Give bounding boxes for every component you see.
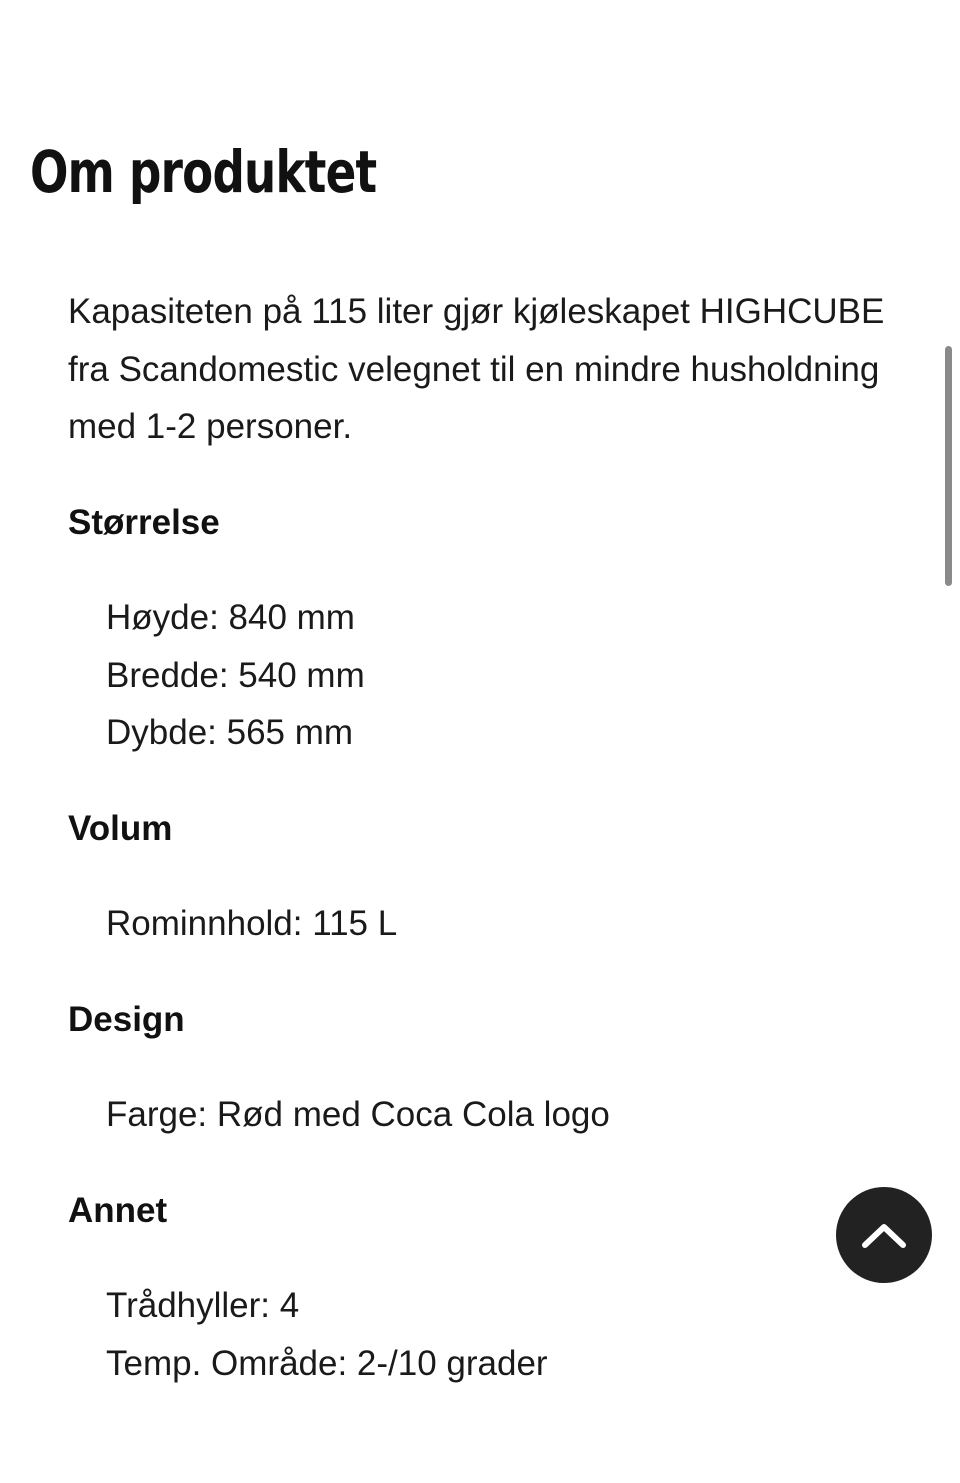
spec-item-depth: Dybde: 565 mm [106, 713, 354, 752]
chevron-up-icon [861, 1221, 907, 1249]
spec-item-wire-shelves: Trådhyller: 4 [106, 1286, 300, 1325]
scrollbar-thumb[interactable] [945, 346, 952, 586]
spec-item-capacity: Rominnhold: 115 L [106, 904, 398, 943]
section-heading-other: Annet [68, 1190, 168, 1230]
section-heading-size: Størrelse [68, 502, 220, 542]
spec-list-design [68, 1086, 898, 1144]
back-to-top-button[interactable] [836, 1187, 932, 1283]
spec-item-width: Bredde: 540 mm [106, 655, 365, 695]
product-description [68, 283, 898, 1392]
spec-list-other [68, 1277, 898, 1392]
spec-item-temperature-range: Temp. Område: 2-/10 grader [106, 1343, 548, 1383]
intro-paragraph: Kapasiteten på 115 liter gjør kjøleskapet HIGHCUBE fra Scandomestic velegnet til en mindre husholdning med 1-2 personer. [68, 292, 885, 446]
section-heading-design: Design [68, 999, 185, 1039]
spec-item-color: Farge: Rød med Coca Cola logo [106, 1095, 610, 1134]
section-heading-volume: Volum [68, 808, 173, 848]
spec-list-size [68, 589, 898, 762]
page-title: Om produktet [30, 138, 377, 206]
spec-list-volume [68, 895, 898, 953]
spec-item-height: Høyde: 840 mm [106, 598, 355, 637]
